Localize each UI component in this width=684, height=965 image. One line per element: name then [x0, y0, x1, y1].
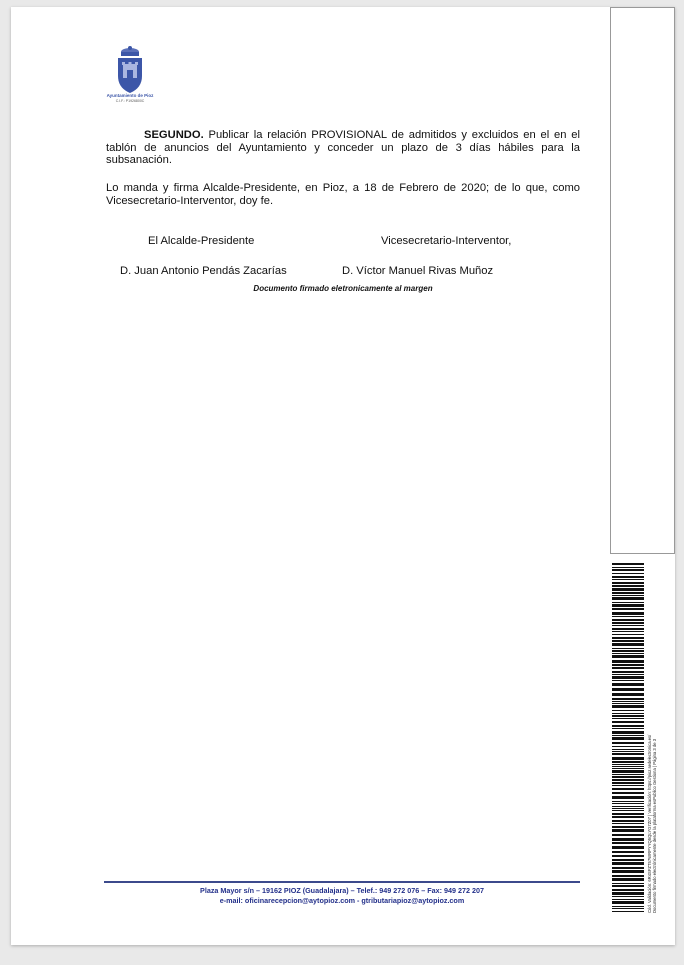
validation-side-text — [647, 563, 657, 913]
electronic-signature-note: Documento firmado eletronicamente al margen — [253, 284, 433, 293]
validation-line-2: Documento firmado electrónicamente desde la plataforma esPublico Gestiona | Página 3 de 3 — [652, 738, 657, 913]
signature-margin-box — [610, 7, 675, 554]
crest-cif: C.I.F.: P1926800C — [115, 99, 145, 103]
crest-caption: Ayuntamiento de Pioz — [106, 93, 154, 98]
barcode-graphic — [612, 563, 644, 913]
signature-left-name: D. Juan Antonio Pendás Zacarías — [120, 265, 287, 277]
footer-address: Plaza Mayor s/n – 19162 PIOZ (Guadalajara) – Telef.: 949 272 076 – Fax: 949 272 207 — [200, 886, 484, 895]
signature-left-title: El Alcalde-Presidente — [148, 235, 255, 247]
paragraph-segundo — [106, 129, 580, 167]
paragraph-segundo-heading: SEGUNDO. — [144, 129, 204, 141]
footer-rule — [104, 881, 580, 883]
paragraph-segundo-text: Publicar la relación PROVISIONAL de admitidos y excluidos en el en el tablón de anuncios del Ayuntamiento y conceder un plazo de 3 días hábiles para la subsanación. — [106, 129, 580, 167]
footer-email: e-mail: oficinarecepcion@aytopioz.com - gtributariapioz@aytopioz.com — [219, 896, 465, 905]
municipal-crest-logo — [108, 46, 152, 96]
signature-right-title: Vicesecretario-Interventor, — [381, 235, 512, 247]
signature-right-name: D. Víctor Manuel Rivas Muñoz — [342, 265, 494, 277]
validation-line-1: Cód. Validación: 6R4SFZT57WRPYYQ5QLYG7Z07 | Verificación: https://pioz.sedelectronica.es/ — [647, 734, 652, 913]
paragraph-closing: Lo manda y firma Alcalde-Presidente, en Pioz, a 18 de Febrero de 2020; de lo que, como Vicesecretario-Interventor, doy fe. — [106, 182, 580, 207]
